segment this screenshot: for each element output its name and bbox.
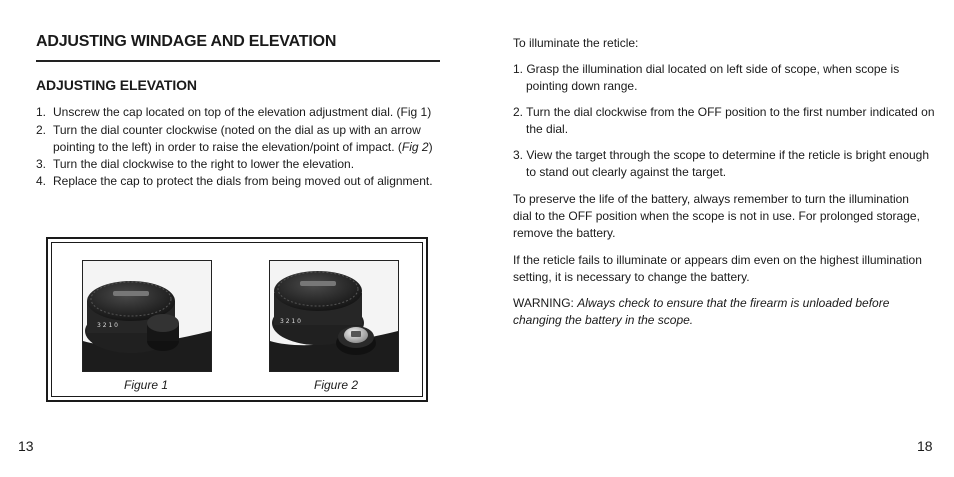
figure-frame-inner (51, 242, 423, 397)
section-heading: ADJUSTING ELEVATION (36, 77, 197, 93)
figure-1-caption: Figure 1 (124, 378, 169, 392)
list-item (36, 173, 456, 190)
right-page (477, 0, 954, 477)
list-item: 2. Turn the dial clockwise from the OFF position to the first number indicated on the dial. (513, 105, 935, 136)
svg-text:3 2 1 0: 3 2 1 0 (97, 322, 118, 329)
list-item (36, 104, 456, 121)
warning-text: Always check to ensure that the firearm is unloaded before changing the battery in the scope. (513, 296, 890, 327)
step-number: 2. (36, 123, 47, 137)
figure-1-photo (82, 260, 212, 372)
scope-dial-capped-illustration (83, 261, 211, 371)
warning-paragraph (513, 295, 923, 329)
figure-2-photo (269, 260, 399, 372)
figure-2-caption: Figure 2 (314, 378, 359, 392)
step-text: Replace the cap to protect the dials from being moved out of alignment. (53, 174, 433, 188)
intro-text: To illuminate the reticle: (513, 36, 639, 50)
warning-label: WARNING: (513, 296, 574, 310)
figure-reference: Fig 2 (401, 140, 429, 154)
list-item (36, 156, 456, 173)
page-number-left: 13 (18, 438, 34, 454)
scope-dial-uncapped-illustration (270, 261, 398, 371)
page-title: ADJUSTING WINDAGE AND ELEVATION (36, 33, 440, 62)
list-item: 3. View the target through the scope to determine if the reticle is bright enough to stand out clearly against the target. (513, 148, 930, 179)
page-number-right: 18 (917, 438, 933, 454)
step-text-end: ) (428, 140, 433, 154)
step-text: Turn the dial counter clockwise (noted on the dial as up with an arrow pointing to the left) in order to raise the elevation/point of impact. ( (53, 123, 421, 154)
step-number: 4. (36, 174, 47, 188)
step-number: 1. (36, 105, 47, 119)
figure-frame (46, 237, 428, 402)
svg-text:3 2 1 0: 3 2 1 0 (280, 318, 301, 325)
step-text: Turn the dial clockwise to the right to lower the elevation. (53, 157, 355, 171)
battery-life-paragraph: To preserve the life of the battery, always remember to turn the illumination dial to the OFF position when the scope is not in use. For prolonged storage, remove the battery. (513, 192, 920, 240)
list-item: 1. Grasp the illumination dial located on left side of scope, when scope is pointing down range. (513, 62, 900, 93)
elevation-steps-list (36, 104, 456, 190)
step-number: 3. (36, 157, 47, 171)
battery-change-paragraph: If the reticle fails to illuminate or appears dim even on the highest illumination setting, it is necessary to change the battery. (513, 253, 922, 284)
step-text: Unscrew the cap located on top of the elevation adjustment dial. (Fig 1) (53, 105, 432, 119)
list-item (36, 122, 456, 156)
